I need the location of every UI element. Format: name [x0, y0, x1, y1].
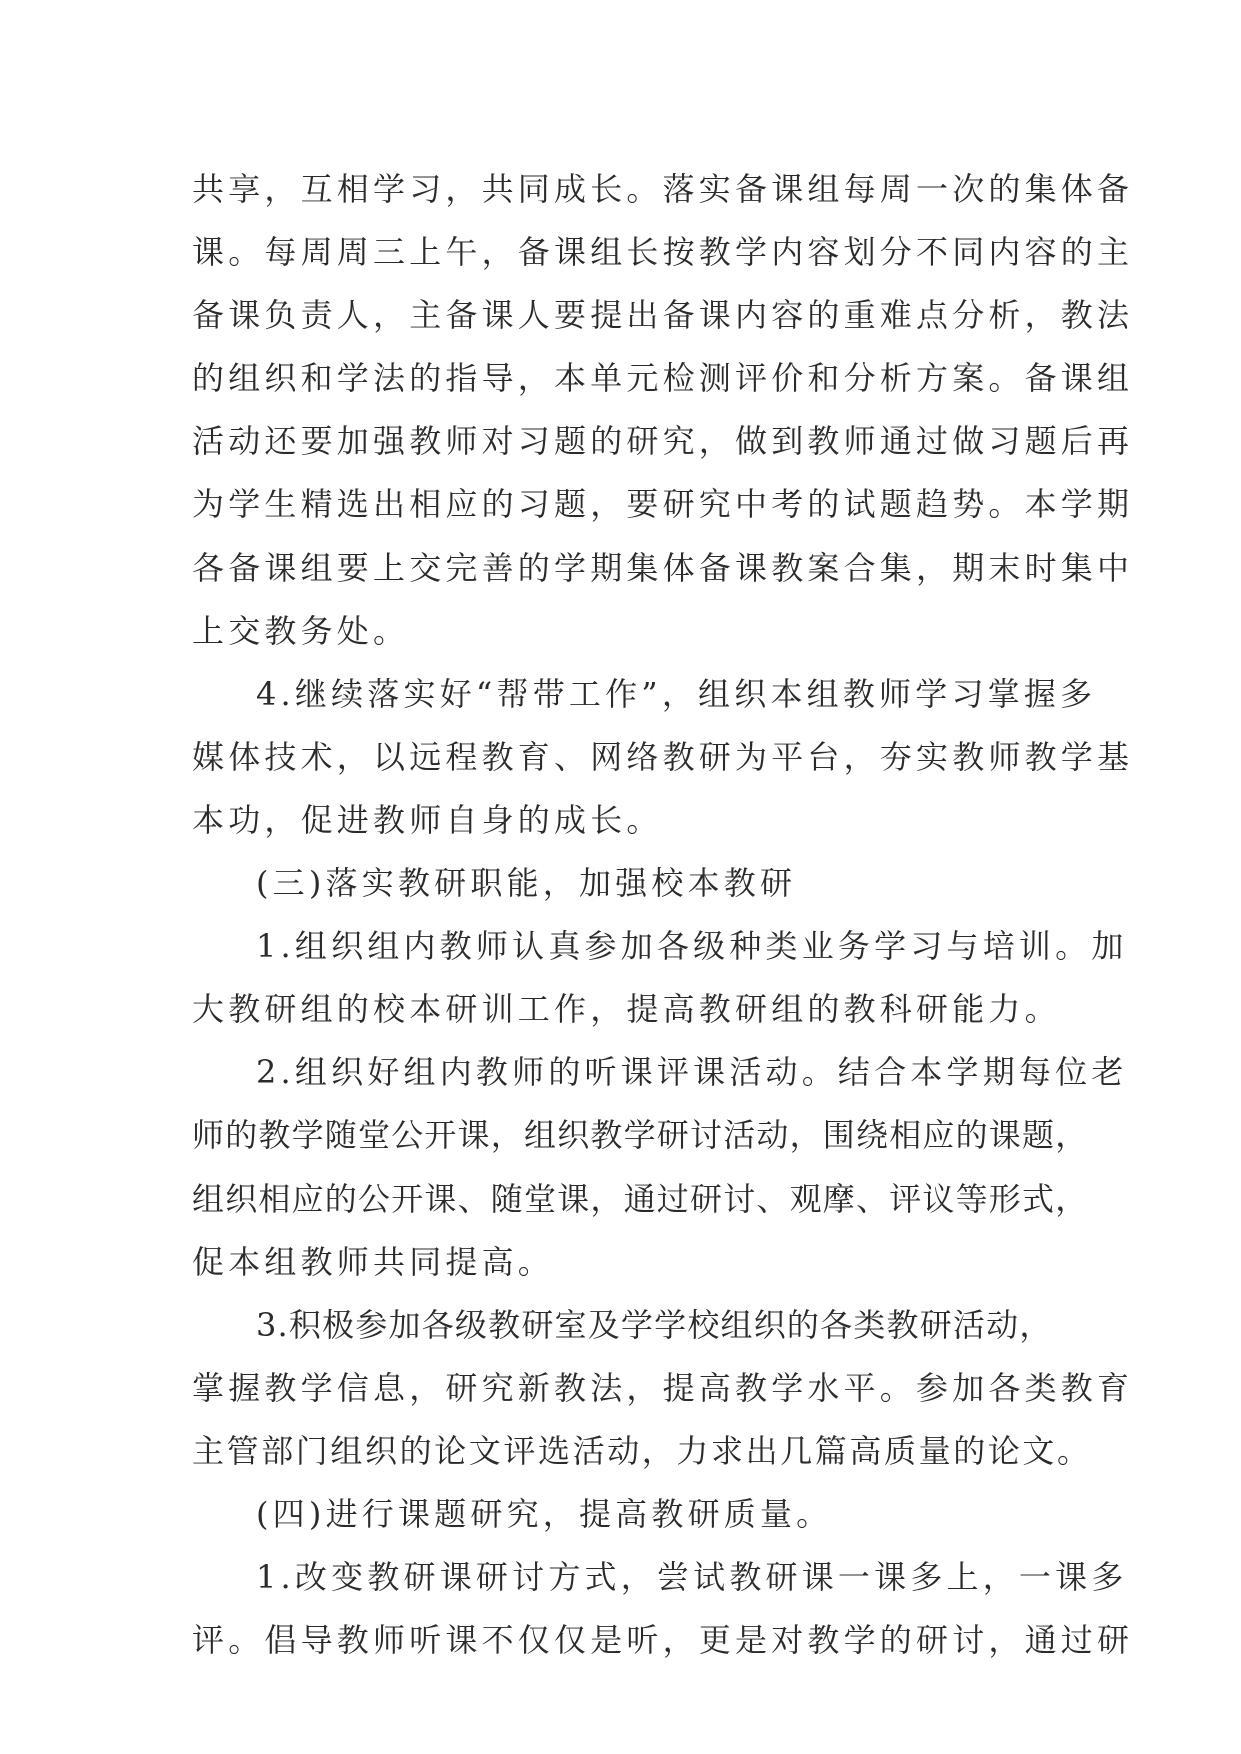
text-line: 媒体技术，以远程教育、网络教研为平台，夯实教师教学基: [192, 737, 1134, 776]
text-line: 师的教学随堂公开课，组织教学研讨活动，围绕相应的课题，: [192, 1116, 1089, 1155]
section-heading-4: (四)进行课题研究，提高教研质量。: [256, 1494, 833, 1533]
text-line: 共享，互相学习，共同成长。落实备课组每周一次的集体备: [192, 170, 1134, 208]
document-body: [192, 158, 1134, 1672]
text-line: 评。倡导教师听课不仅仅是听，更是对教学的研讨，通过研: [192, 1621, 1134, 1660]
paragraph-1-start: 1.组织组内教师认真参加各级种类业务学习与培训。加: [256, 927, 1128, 966]
text-line: 备课负责人，主备课人要提出备课内容的重难点分析，教法: [192, 296, 1134, 335]
paragraph-1b-start: 1.改变教研课研讨方式，尝试教研课一课多上，一课多: [256, 1558, 1128, 1597]
section-heading-3: (三)落实教研职能，加强校本教研: [256, 864, 797, 903]
text-line: 主管部门组织的论文评选活动，力求出几篇高质量的论文。: [192, 1431, 1092, 1470]
paragraph-3-start: 3.积极参加各级教研室及学学校组织的各类教研活动，: [256, 1305, 1053, 1344]
text-line: 上交教务处。: [192, 611, 410, 650]
text-line: 掌握教学信息，研究新教法，提高教学水平。参加各类教育: [192, 1368, 1134, 1407]
text-line: 本功，促进教师自身的成长。: [192, 800, 663, 839]
text-line: 为学生精选出相应的习题，要研究中考的试题趋势。本学期: [192, 485, 1134, 524]
paragraph-2-start: 2.组织好组内教师的听课评课活动。结合本学期每位老: [256, 1053, 1128, 1092]
text-line: 促本组教师共同提高。: [192, 1242, 555, 1281]
text-line: 大教研组的校本研训工作，提高教研组的教科研能力。: [192, 990, 1061, 1029]
paragraph-4-start: 4.继续落实好“帮带工作”，组织本组教师学习掌握多: [256, 674, 1097, 713]
text-line: 各备课组要上交完善的学期集体备课教案合集，期末时集中: [192, 548, 1134, 587]
text-line: 活动还要加强教师对习题的研究，做到教师通过做习题后再: [192, 422, 1134, 461]
text-line: 的组织和学法的指导，本单元检测评价和分析方案。备课组: [192, 359, 1134, 398]
text-line: 课。每周周三上午，备课组长按教学内容划分不同内容的主: [192, 233, 1134, 272]
text-line: 组织相应的公开课、随堂课，通过研讨、观摩、评议等形式，: [192, 1179, 1089, 1218]
